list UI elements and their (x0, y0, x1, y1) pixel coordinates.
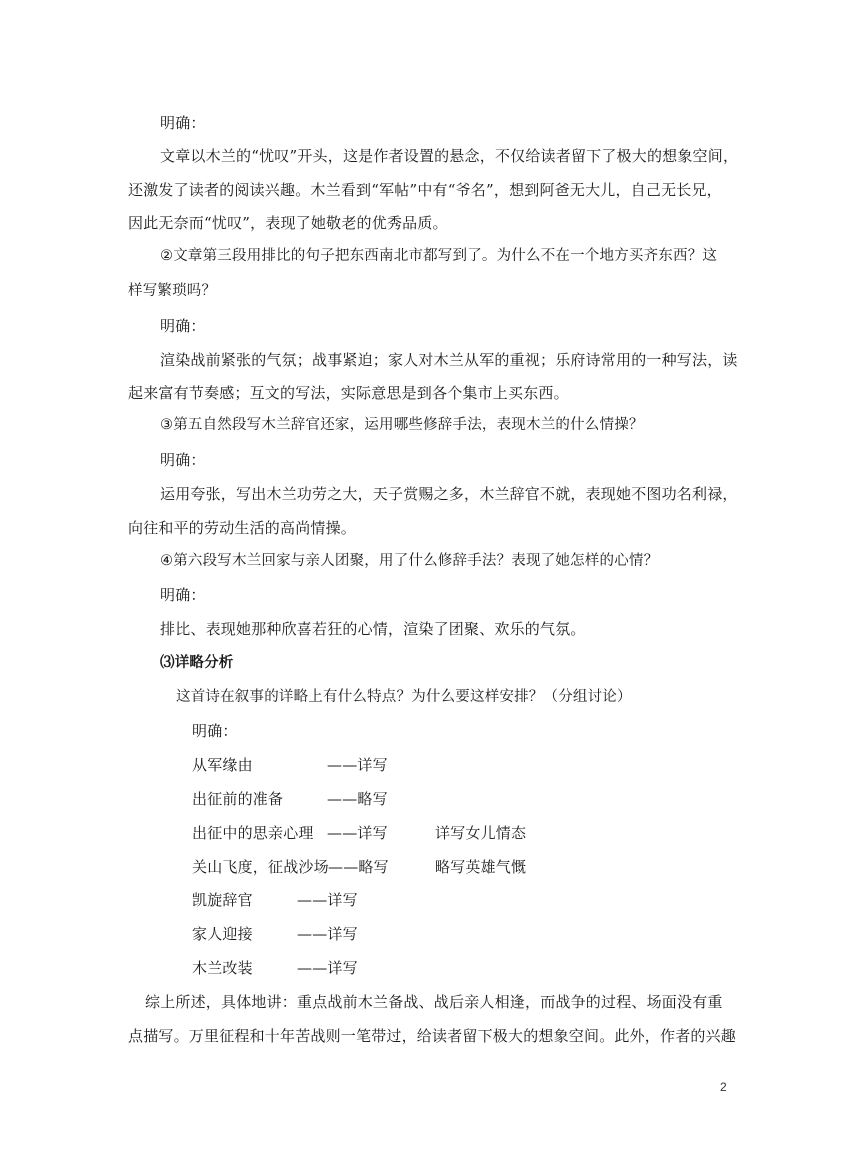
paragraph-line: 文章以木兰的“忧叹”开头，这是作者设置的悬念，不仅给读者留下了极大的想象空间， (160, 147, 739, 165)
section-heading: ⑶详略分析 (160, 655, 234, 671)
answer-label: 明确： (160, 451, 206, 469)
detail-mark: ——详写 (297, 925, 358, 943)
answer-4: 排比、表现她那种欣喜若狂的心情，渲染了团聚、欢乐的气氛。 (160, 620, 586, 638)
detail-mark: ——略写 (327, 790, 388, 808)
paragraph-line: 因此无奈而“忧叹”，表现了她敬老的优秀品质。 (128, 214, 448, 232)
detail-item: 关山飞度，征战沙场 (192, 858, 329, 876)
detail-note: 略写英雄气慨 (435, 858, 527, 876)
detail-item: 凯旋辞官 (192, 891, 253, 909)
detail-item: 家人迎接 (192, 925, 253, 943)
section-question: 这首诗在叙事的详略上有什么特点？为什么要这样安排？（分组讨论） (176, 689, 632, 705)
summary-line: 综上所述，具体地讲：重点战前木兰备战、战后亲人相逢，而战争的过程、场面没有重 (145, 993, 723, 1011)
answer-label: 明确： (160, 586, 206, 604)
answer-2-line: 起来富有节奏感；互文的写法，实际意思是到各个集市上买东西。 (128, 384, 569, 402)
question-4: ④第六段写木兰回家与亲人团聚，用了什么修辞手法？表现了她怎样的心情？ (160, 553, 659, 569)
detail-item: 木兰改装 (192, 959, 253, 977)
answer-label: 明确： (160, 317, 206, 335)
detail-mark: ——详写 (297, 959, 358, 977)
detail-item: 出征中的思亲心理 (192, 824, 314, 842)
detail-item: 从军缘由 (192, 756, 253, 774)
detail-mark: ——详写 (297, 891, 358, 909)
detail-item: 出征前的准备 (192, 790, 284, 808)
question-3: ③第五自然段写木兰辞官还家，运用哪些修辞手法，表现木兰的什么情操？ (160, 417, 644, 433)
detail-mark: ——详写 (327, 756, 388, 774)
page-number: 2 (720, 1080, 727, 1094)
summary-line: 点描写。万里征程和十年苦战则一笔带过，给读者留下极大的想象空间。此外，作者的兴趣 (128, 1027, 737, 1045)
answer-label: 明确： (192, 722, 238, 740)
detail-mark: ——详写 (327, 824, 388, 842)
paragraph-line: 还激发了读者的阅读兴趣。木兰看到“军帖”中有“爷名”，想到阿爸无大儿，自己无长兄， (128, 181, 722, 199)
answer-2-line: 渲染战前紧张的气氛；战事紧迫；家人对木兰从军的重视；乐府诗常用的一种写法，读 (160, 351, 738, 369)
detail-mark: ——略写 (328, 858, 389, 876)
question-2-cont: 样写繁琐吗？ (128, 283, 217, 299)
answer-label: 明确： (160, 114, 206, 132)
question-2: ②文章第三段用排比的句子把东西南北市都写到了。为什么不在一个地方买齐东西？这 (160, 248, 718, 264)
answer-3-line: 向往和平的劳动生活的高尚情操。 (128, 519, 357, 537)
detail-note: 详写女儿情态 (435, 824, 527, 842)
answer-3-line: 运用夸张，写出木兰功劳之大，天子赏赐之多，木兰辞官不就，表现她不图功名利禄， (160, 485, 738, 503)
